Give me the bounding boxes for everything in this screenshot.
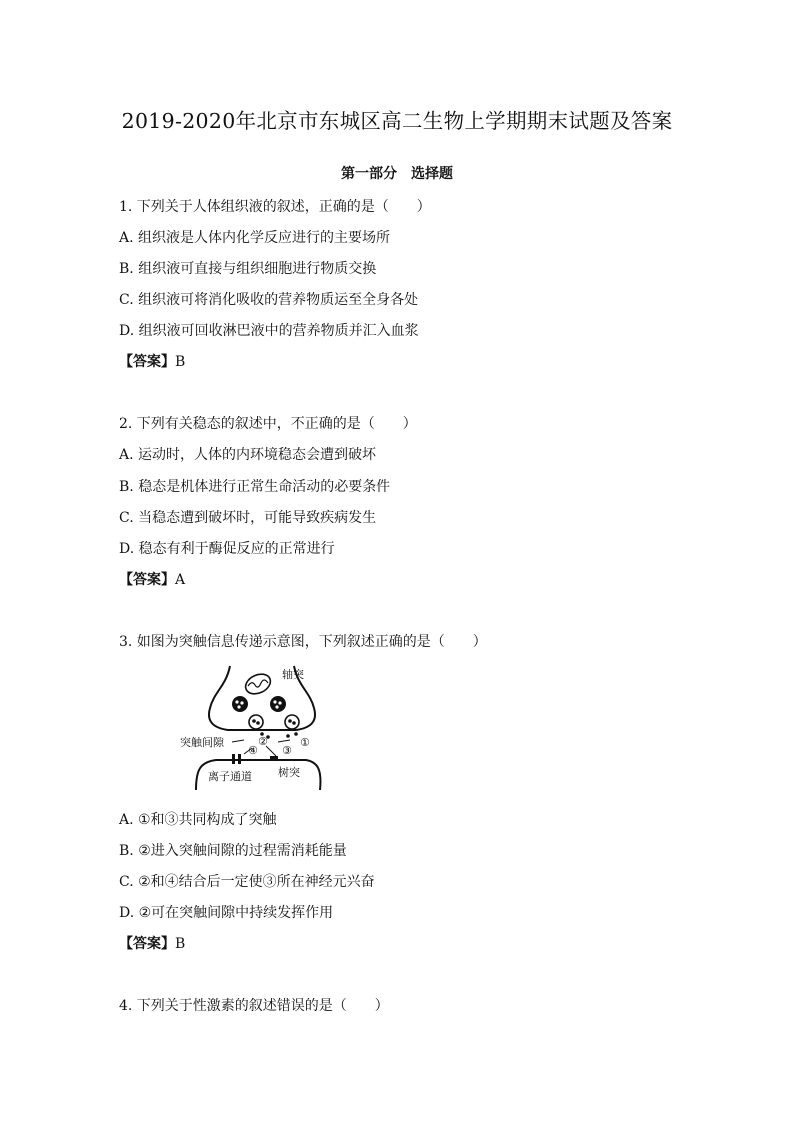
label-dendrite: 树突 — [278, 766, 300, 779]
question-3-option-c: C. ②和④结合后一定使③所在神经元兴奋 — [119, 874, 375, 890]
fusing-vesicle — [285, 715, 299, 729]
ion-channel — [232, 754, 235, 764]
question-3-option-a: A. ①和③共同构成了突触 — [119, 812, 277, 828]
question-4-stem: 4. 下列关于性激素的叙述错误的是（ ） — [119, 998, 389, 1014]
question-2-option-c: C. 当稳态遭到破坏时，可能导致疾病发生 — [119, 510, 377, 526]
answer-label: 【答案】 — [119, 936, 175, 952]
answer-value: B — [175, 936, 186, 952]
label-ion-channel: 离子通道 — [208, 770, 252, 783]
question-3-answer — [119, 934, 185, 954]
label-axon: 轴突 — [282, 668, 304, 681]
question-1-option-a: A. 组织液是人体内化学反应进行的主要场所 — [119, 230, 391, 246]
receptor — [270, 756, 278, 761]
question-2-option-b: B. 稳态是机体进行正常生命活动的必要条件 — [119, 479, 391, 495]
question-2-option-a: A. 运动时，人体的内环境稳态会遭到破坏 — [119, 447, 377, 463]
label-number-4: ④ — [248, 744, 258, 757]
synaptic-vesicle — [270, 696, 286, 712]
question-1-option-d: D. 组织液可回收淋巴液中的营养物质并汇入血浆 — [119, 323, 419, 339]
question-1-stem: 1. 下列关于人体组织液的叙述，正确的是（ ） — [119, 199, 431, 215]
question-2-answer — [119, 570, 185, 590]
mitochondrion — [242, 670, 273, 697]
label-number-2: ② — [258, 735, 268, 748]
question-1-answer — [119, 352, 185, 372]
answer-value: B — [175, 354, 186, 370]
label-number-3: ③ — [282, 744, 292, 757]
question-3-option-b: B. ②进入突触间隙的过程需消耗能量 — [119, 843, 347, 859]
answer-label: 【答案】 — [119, 354, 175, 370]
synapse-diagram — [178, 662, 328, 792]
question-2-stem: 2. 下列有关稳态的叙述中，不正确的是（ ） — [119, 416, 417, 432]
fusing-vesicle — [249, 715, 263, 729]
answer-value: A — [175, 572, 186, 588]
label-number-1: ① — [300, 736, 310, 749]
synaptic-vesicle — [232, 696, 248, 712]
document-title: 2019-2020年北京市东城区高二生物上学期期末试题及答案 — [121, 109, 673, 133]
section-title: 第一部分 选择题 — [341, 166, 453, 182]
question-1-option-b: B. 组织液可直接与组织细胞进行物质交换 — [119, 261, 377, 277]
question-3-stem: 3. 如图为突触信息传递示意图，下列叙述正确的是（ ） — [119, 634, 487, 650]
question-1-option-c: C. 组织液可将消化吸收的营养物质运至全身各处 — [119, 292, 419, 308]
question-2-option-d: D. 稳态有利于酶促反应的正常进行 — [119, 541, 335, 557]
label-cleft: 突触间隙 — [180, 736, 224, 749]
question-3-option-d: D. ②可在突触间隙中持续发挥作用 — [119, 905, 334, 921]
answer-label: 【答案】 — [119, 572, 175, 588]
